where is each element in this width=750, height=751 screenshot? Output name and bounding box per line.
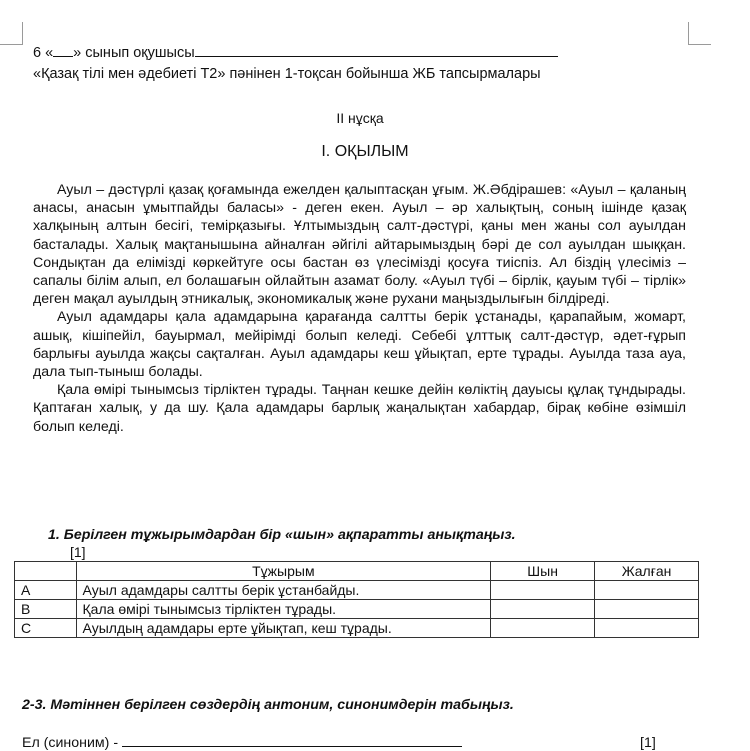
question-1-title: 1. Берілген тұжырымдардан бір «шын» ақпаратты анықтаңыз. <box>48 527 516 543</box>
paragraph: Қала өмірі тынымсыз тірліктен тұрады. Таңнан кешке дейін көліктің дауысы құлақ тұндырады. Қаптаған халық, у да шу. Қала адамдары барлық жаңалықтан хабардар, бірақ көбіне өзімшіл болып келеді. <box>33 382 686 435</box>
table-row <box>15 600 699 619</box>
row-true-cell[interactable] <box>491 581 595 600</box>
row-statement: Ауылдың адамдары ерте ұйықтап, кеш тұрады. <box>76 619 491 638</box>
table-header-row <box>15 562 699 581</box>
row-statement: Ауыл адамдары салтты берік ұстанбайды. <box>76 581 491 600</box>
grade-suffix: » сынып оқушысы <box>73 45 195 61</box>
student-line <box>33 44 558 61</box>
row-false-cell[interactable] <box>595 600 699 619</box>
header-statement: Тұжырым <box>76 562 491 581</box>
row-letter: C <box>15 619 77 638</box>
paragraph: Ауыл адамдары қала адамдарына қарағанда салтты берік ұстанады, қарапайым, жомарт, ашық, кішіпейіл, бауырмал, мейірімді болып келеді. Себебі ұлттық салт-дәстүр, әдет-ғұрып барлығы ауылда жақсы сақталған. Ауыл адамдары кеш ұйықтап, ерте тұрады. Ауылда таза ауа, дала тып-тыныш болады. <box>33 309 686 381</box>
question-2-3-title: 2-3. Мәтіннен берілген сөздердің антоним, синонимдерін табыңыз. <box>22 697 514 713</box>
row-false-cell[interactable] <box>595 619 699 638</box>
true-false-table <box>14 561 699 638</box>
paragraph: Ауыл – дәстүрлі қазақ қоғамында ежелден қалыптасқан ұғым. Ж.Әбдірашев: «Ауыл – қаланың анасы, анасын ұмытпайды баласы» - деген екен. Ауыл – әр халықтың, соның ішінде қазақ халқының алтын бесігі, темірқазығы. Ұлтымыздың салт-дәстүрі, қаны мен жаны сол ауылдан басталады. Халық мақтанышына айналған әйгілі айтарымыздың бәрі де сол ауылдан шыққан. Сондықтан да елімізді көркейтуге осы бастан өз үлесімізді қосуға тиіспіз. Ал біздің үлесіміз – сапалы білім алып, ел болашағын ойлайтын азамат болу. «Ауыл түбі – бірлік, қауым түбі – тірлік» деген мақал ауылдың этникалық, экономикалық және рухани маңыздылығын білдіреді. <box>33 182 686 308</box>
section-title: I. ОҚЫЛЫМ <box>321 143 409 160</box>
row-true-cell[interactable] <box>491 619 595 638</box>
document-subtitle: «Қазақ тілі мен әдебиеті Т2» пәнінен 1-тоқсан бойынша ЖБ тапсырмалары <box>33 66 541 82</box>
question-el-line <box>22 735 462 751</box>
row-true-cell[interactable] <box>491 600 595 619</box>
header-letter <box>15 562 77 581</box>
row-false-cell[interactable] <box>595 581 699 600</box>
grade-blank[interactable] <box>53 44 73 57</box>
corner-mark-right <box>688 22 711 45</box>
row-letter: A <box>15 581 77 600</box>
question-el-label: Ел (синоним) - <box>22 735 119 751</box>
header-true: Шын <box>491 562 595 581</box>
variant-label: II нұсқа <box>336 110 384 126</box>
answer-blank[interactable] <box>122 736 462 747</box>
header-false: Жалған <box>595 562 699 581</box>
reading-text <box>33 181 686 436</box>
table-row <box>15 581 699 600</box>
table-row <box>15 619 699 638</box>
grade-prefix: 6 « <box>33 45 54 61</box>
question-1-mark: [1] <box>70 544 86 560</box>
student-name-blank[interactable] <box>195 44 558 57</box>
row-statement: Қала өмірі тынымсыз тірліктен тұрады. <box>76 600 491 619</box>
corner-mark-left <box>0 22 23 45</box>
question-el-mark: [1] <box>640 735 656 751</box>
row-letter: B <box>15 600 77 619</box>
